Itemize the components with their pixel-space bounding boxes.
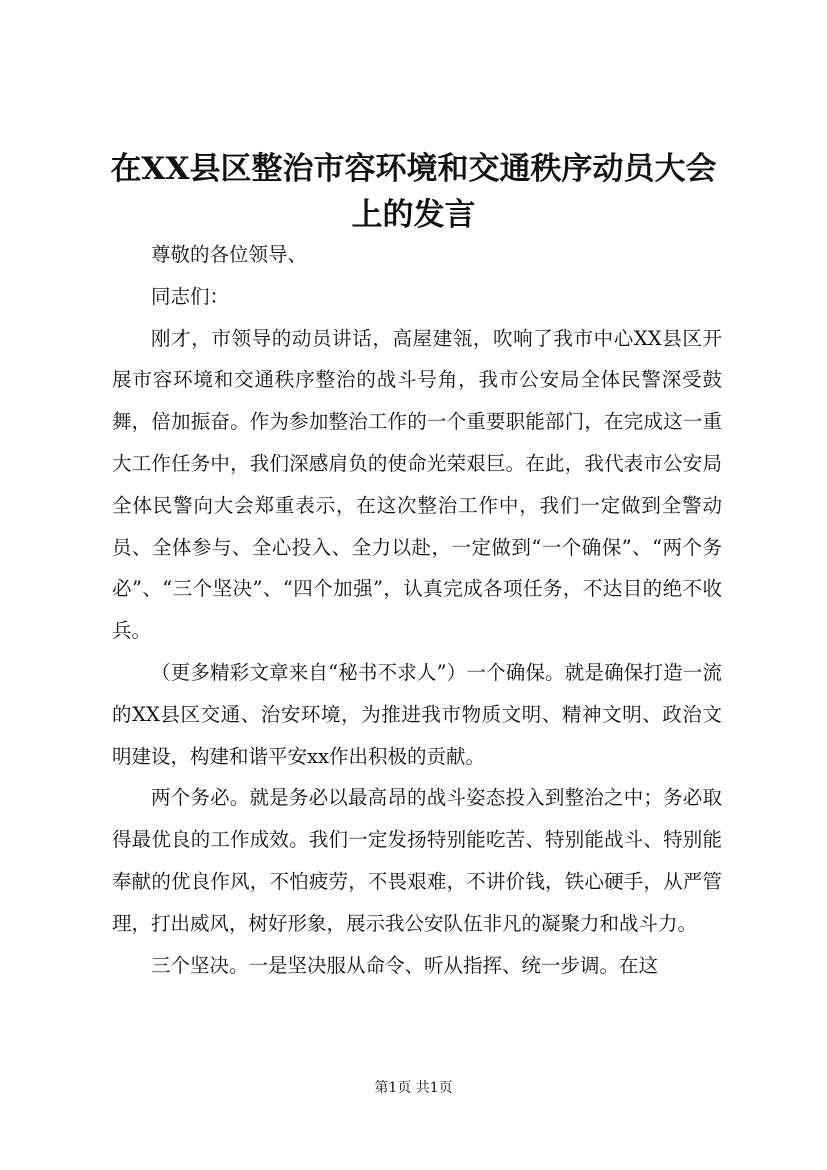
salutation-line-1: 尊敬的各位领导、 — [151, 243, 308, 266]
body-paragraph: 两个务必。就是务必以最高昂的战斗姿态投入到整治之中；务必取得最优良的工作成效。我们一定发扬特别能吃苦、特别能战斗、特别能奉献的优良作风，不怕疲劳，不畏艰难，不讲价钱，铁心硬手，从严管理，打出威风，树好形象，展示我公安队伍非凡的凝聚力和战斗力。 — [112, 786, 722, 935]
document-body — [112, 234, 722, 986]
page-number-footer: 第1页 共1页 — [374, 1080, 453, 1096]
salutation-line-2: 同志们： — [151, 284, 230, 308]
body-paragraph: 三个坚决。一是坚决服从命令、听从指挥、统一步调。在这 — [151, 953, 659, 977]
body-paragraph: 刚才，市领导的动员讲话，高屋建瓴，吹响了我市中心XX县区开展市容环境和交通秩序整治的战斗号角，我市公安局全体民警深受鼓舞，倍加振奋。作为参加整治工作的一个重要职能部门，在完成这一重大工作任务中，我们深感肩负的使命光荣艰巨。在此，我代表市公安局全体民警向大会郑重表示，在这次整治工作中，我们一定做到全警动员、全体参与、全心投入、全力以赴，一定做到“一个确保”、“两个务必”、“三个坚决”、“四个加强”，认真完成各项任务，不达目的绝不收兵。 — [112, 326, 722, 643]
body-paragraph: （更多精彩文章来自“秘书不求人”）一个确保。就是确保打造一流的XX县区交通、治安环境，为推进我市物质文明、精神文明、政治文明建设，构建和谐平安xx作出积极的贡献。 — [112, 660, 722, 768]
document-title: 在XX县区整治市容环境和交通秩序动员大会上的发言 — [110, 151, 717, 233]
